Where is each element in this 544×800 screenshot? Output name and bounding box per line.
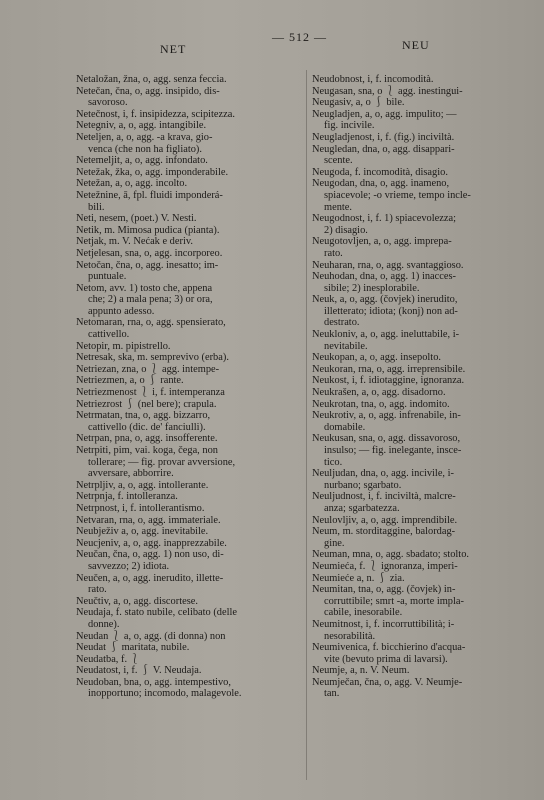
dictionary-line: Neudan ⎱ a, o, agg. (di donna) non xyxy=(76,630,226,642)
dictionary-line: Neugladjenost, i, f. (fig.) inciviltà. xyxy=(312,131,455,143)
dictionary-line: destrato. xyxy=(324,317,360,329)
dictionary-line: Neudat ⎰ maritata, nubile. xyxy=(76,642,190,654)
dictionary-line: Neudatost, i, f. ⎰ V. Neudaja. xyxy=(76,665,202,677)
dictionary-line: Netežak, žka, o, agg. imponderabile. xyxy=(76,166,229,178)
dictionary-line: bili. xyxy=(88,201,105,213)
dictionary-line: inopportuno; incomodo, malagevole. xyxy=(88,688,242,700)
dictionary-line: cattivello (dic. de' fanciulli). xyxy=(88,421,206,433)
dictionary-line: fig. incivile. xyxy=(324,120,375,132)
dictionary-line: domabile. xyxy=(324,421,366,433)
dictionary-line: Neumieća, f. ⎱ ignoranza, imperi- xyxy=(312,560,458,572)
dictionary-line: Neudoban, bna, o, agg. intempestivo, xyxy=(76,676,231,688)
dictionary-line: gine. xyxy=(324,537,345,549)
dictionary-line: Neuk, a, o, agg. (čovjek) inerudito, xyxy=(312,294,458,306)
dictionary-line: Neteljen, a, o, agg. -a krava, gio- xyxy=(76,131,213,143)
dictionary-line: Neugasiv, a, o ⎰ bile. xyxy=(312,97,405,109)
dictionary-line: sibile; 2) inesplorabile. xyxy=(324,282,420,294)
dictionary-line: nurbano; sgarbato. xyxy=(324,479,402,491)
running-header xyxy=(0,28,544,56)
dictionary-line: Neumitan, tna, o, agg. (čovjek) in- xyxy=(312,584,456,596)
page-number: — 512 — xyxy=(272,30,327,44)
dictionary-line: Netik, m. Mimosa pudica (pianta). xyxy=(76,224,220,236)
dictionary-line: Neugodnost, i, f. 1) spiacevolezza; xyxy=(312,213,456,225)
dictionary-line: Netaložan, žna, o, agg. senza feccia. xyxy=(76,74,227,85)
dictionary-line: Neumje, a, n. V. Neum. xyxy=(312,665,410,677)
dictionary-line: Neugladjen, a, o, agg. impulito; — xyxy=(312,108,457,120)
dictionary-line: Neučan, čna, o, agg. 1) non uso, di- xyxy=(76,549,224,561)
dictionary-line: Neugledan, dna, o, agg. disappari- xyxy=(312,143,455,155)
dictionary-line: Neukrotan, tna, o, agg. indomito. xyxy=(312,398,450,410)
dictionary-line: Netrpan, pna, o, agg. insofferente. xyxy=(76,433,218,445)
header-left-guide-word: NET xyxy=(160,42,187,56)
dictionary-line: Netriezmen, a, o ⎰ rante. xyxy=(76,375,184,387)
dictionary-line: Neugodan, dna, o, agg. inameno, xyxy=(312,178,450,190)
dictionary-line: Netrmatan, tna, o, agg. bizzarro, xyxy=(76,410,211,422)
dictionary-line: Netomaran, rna, o, agg. spensierato, xyxy=(76,317,226,329)
dictionary-line: scente. xyxy=(324,155,353,167)
dictionary-line: Neukrašen, a, o, agg. disadorno. xyxy=(312,387,446,399)
dictionary-line: vite (bevuto prima di lavarsi). xyxy=(324,653,448,665)
dictionary-line: Netriezan, zna, o ⎱ agg. intempe- xyxy=(76,363,220,375)
dictionary-line: Netrpljiv, a, o, agg. intollerante. xyxy=(76,479,209,491)
dictionary-line: mente. xyxy=(324,201,352,213)
dictionary-line: illetterato; idiota; (konj) non ad- xyxy=(324,305,458,317)
dictionary-line: Netečnost, i, f. insipidezza, scipitezza. xyxy=(76,108,235,120)
dictionary-line: anza; sgarbatezza. xyxy=(324,502,400,514)
dictionary-line: Neumivenica, f. bicchierino d'acqua- xyxy=(312,642,466,654)
dictionary-line: Neuljudnost, i, f. inciviltà, malcre- xyxy=(312,491,456,503)
dictionary-line: Neumječan, čna, o, agg. V. Neumje- xyxy=(312,676,463,688)
dictionary-line: Netjak, m. V. Nećak e deriv. xyxy=(76,236,193,248)
dictionary-line: Neudatba, f. ⎱ xyxy=(76,653,141,665)
dictionary-line: Neubježiv a, o, agg. inevitabile. xyxy=(76,526,209,538)
dictionary-line: Neudaja, f. stato nubile, celibato (delle xyxy=(76,607,237,619)
dictionary-line: insulso; — fig. inelegante, insce- xyxy=(324,445,462,456)
dictionary-line: Neuljudan, dna, o, agg. incivile, i- xyxy=(312,468,454,480)
dictionary-line: Netresak, ska, m. semprevivo (erba). xyxy=(76,352,229,364)
dictionary-line: Netemeljit, a, o, agg. infondato. xyxy=(76,155,208,167)
dictionary-line: avversare, abborrire. xyxy=(88,468,174,480)
dictionary-line: Netečan, čna, o, agg. insipido, dis- xyxy=(76,85,220,97)
dictionary-line: Netom, avv. 1) tosto che, appena xyxy=(76,282,213,294)
dictionary-line: nesorabilità. xyxy=(324,630,376,642)
dictionary-line: Neulovljiv, a, o, agg. imprendibile. xyxy=(312,514,458,526)
dictionary-line: spiacevole; -o vrieme, tempo incle- xyxy=(324,189,471,201)
dictionary-line: Neučen, a, o, agg. inerudito, illette- xyxy=(76,572,224,584)
dictionary-line: Netrpnost, i, f. intollerantismo. xyxy=(76,502,205,514)
left-column xyxy=(76,74,308,700)
dictionary-line: Neti, nesem, (poet.) V. Nesti. xyxy=(76,213,197,225)
dictionary-line: Neukopan, a, o, agg. insepolto. xyxy=(312,352,441,364)
dictionary-line: Neukrotiv, a, o, agg. infrenabile, in- xyxy=(312,410,461,422)
dictionary-line: Neudobnost, i, f. incomodità. xyxy=(312,74,434,85)
dictionary-line: Neuman, mna, o, agg. sbadato; stolto. xyxy=(312,549,469,561)
right-column xyxy=(312,74,544,700)
dictionary-line: Netriezrost ⎰ (nel bere); crapula. xyxy=(76,398,217,410)
dictionary-line: Neukost, i, f. idiotaggine, ignoranza. xyxy=(312,375,465,387)
dictionary-line: corruttibile; smrt -a, morte impla- xyxy=(324,595,464,607)
dictionary-line: venca (che non ha figliato). xyxy=(88,143,202,155)
dictionary-line: nevitabile. xyxy=(324,340,368,352)
dictionary-line: tan. xyxy=(324,688,340,700)
dictionary-line: Neumiećе a, n. ⎰ zia. xyxy=(312,572,405,584)
dictionary-line: Neugasan, sna, o ⎱ agg. inestingui- xyxy=(312,85,463,97)
dictionary-line: rato. xyxy=(324,247,343,259)
dictionary-line: Neucjeniv, a, o, agg. inapprezzabile. xyxy=(76,537,227,549)
dictionary-line: Netežan, a, o, agg. incolto. xyxy=(76,178,188,190)
dictionary-line: Neugoda, f. incomodità, disagio. xyxy=(312,166,448,178)
dictionary-line: cattivello. xyxy=(88,329,130,341)
column-divider xyxy=(306,70,307,780)
dictionary-line: Neuharan, rna, o, agg. svantaggioso. xyxy=(312,259,464,271)
dictionary-line: Neugotovljen, a, o, agg. imprepa- xyxy=(312,236,452,248)
dictionary-line: 2) disagio. xyxy=(324,224,368,236)
dictionary-line: Neukloniv, a, o, agg. ineluttabile, i- xyxy=(312,329,460,341)
dictionary-line: savvezzo; 2) idiota. xyxy=(88,560,170,572)
dictionary-line: che; 2) a mala pena; 3) or ora, xyxy=(88,294,213,306)
dictionary-line: Netežnine, ā, fpl. fluidi imponderá- xyxy=(76,189,223,201)
dictionary-line: Netrpnja, f. intolleranza. xyxy=(76,491,178,503)
dictionary-line: rato. xyxy=(88,584,107,596)
dictionary-line: Netrpiti, pim, vai. koga, čega, non xyxy=(76,445,218,456)
dictionary-line: Netriezmenost ⎱ i, f. intemperanza xyxy=(76,387,225,399)
dictionary-line: Neukoran, rna, o, agg. irreprensibile. xyxy=(312,363,466,375)
dictionary-line: Netočan, čna, o, agg. inesatto; im- xyxy=(76,259,219,271)
dictionary-line: donne). xyxy=(88,618,120,630)
dictionary-line: Netopir, m. pipistrello. xyxy=(76,340,171,352)
header-right-guide-word: NEU xyxy=(402,38,430,52)
dictionary-line: savoroso. xyxy=(88,97,128,109)
dictionary-line: tico. xyxy=(324,456,343,468)
dictionary-line: Netvaran, rna, o, agg. immateriale. xyxy=(76,514,221,526)
dictionary-line: Neum, m. storditaggine, balordag- xyxy=(312,526,456,538)
dictionary-line: puntuale. xyxy=(88,271,127,283)
dictionary-line: cabile, inesorabile. xyxy=(324,607,403,619)
dictionary-line: Neukusan, sna, o, agg. dissavoroso, xyxy=(312,433,461,445)
dictionary-line: Neumitnost, i, f. incorruttibilità; i- xyxy=(312,618,455,630)
dictionary-line: Neuhodan, dna, o, agg. 1) inacces- xyxy=(312,271,456,283)
dictionary-line: Neučtiv, a, o, agg. discortese. xyxy=(76,595,198,607)
dictionary-line: Netegniv, a, o, agg. intangibile. xyxy=(76,120,207,132)
dictionary-line: appunto adesso. xyxy=(88,305,155,317)
dictionary-line: tollerare; — fig. provar avversione, xyxy=(88,456,236,468)
dictionary-line: Netjelesan, sna, o, agg. incorporeo. xyxy=(76,247,223,259)
